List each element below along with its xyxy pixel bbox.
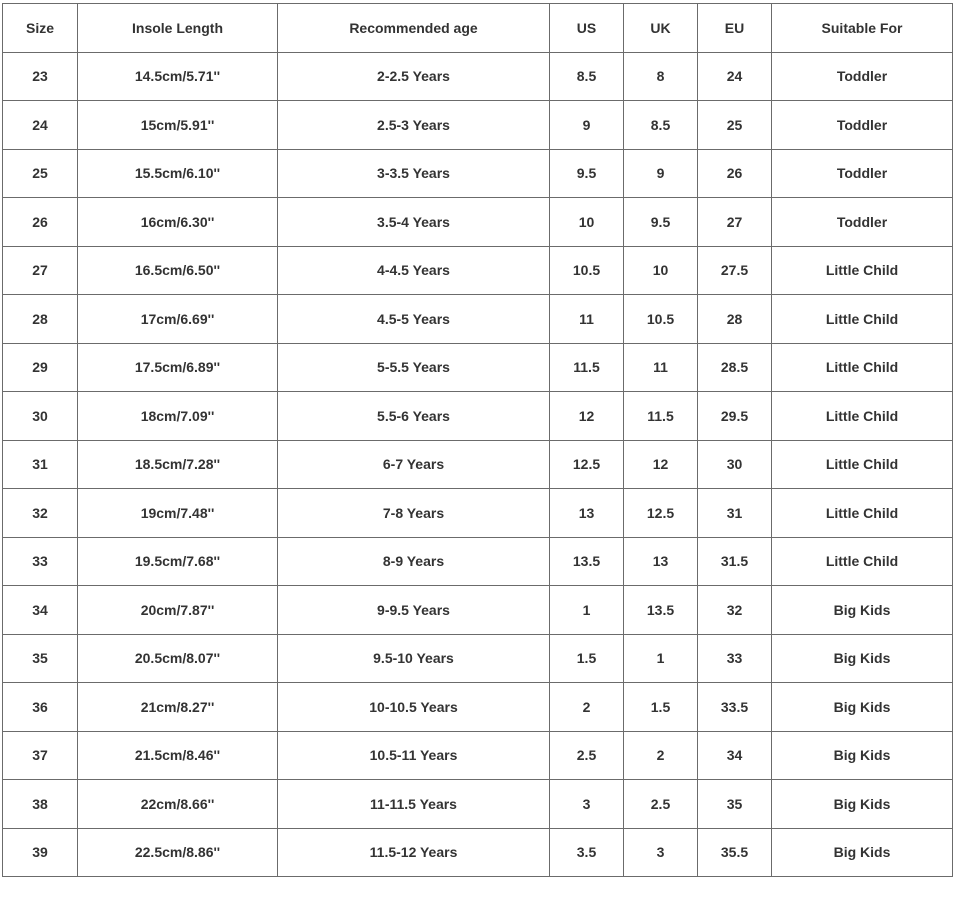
cell-uk: 8.5 [624,101,698,150]
cell-uk: 10.5 [624,295,698,344]
cell-suitable-for: Little Child [772,295,953,344]
cell-recommended-age: 10-10.5 Years [278,683,550,732]
cell-suitable-for: Toddler [772,52,953,101]
cell-recommended-age: 5.5-6 Years [278,392,550,441]
table-row [3,246,953,295]
table-row [3,343,953,392]
cell-recommended-age: 2-2.5 Years [278,52,550,101]
cell-insole-length: 21cm/8.27'' [78,683,278,732]
cell-suitable-for: Little Child [772,537,953,586]
size-chart-table [2,3,953,877]
cell-uk: 8 [624,52,698,101]
table-body [3,52,953,877]
cell-uk: 2.5 [624,780,698,829]
table-row [3,634,953,683]
table-row [3,52,953,101]
cell-suitable-for: Little Child [772,440,953,489]
cell-insole-length: 17cm/6.69'' [78,295,278,344]
table-row [3,440,953,489]
cell-uk: 2 [624,731,698,780]
cell-suitable-for: Toddler [772,149,953,198]
cell-recommended-age: 10.5-11 Years [278,731,550,780]
table-row [3,149,953,198]
header-recommended-age: Recommended age [278,4,550,53]
cell-insole-length: 20.5cm/8.07'' [78,634,278,683]
cell-size: 31 [3,440,78,489]
table-row [3,731,953,780]
cell-size: 23 [3,52,78,101]
cell-suitable-for: Little Child [772,392,953,441]
cell-insole-length: 14.5cm/5.71'' [78,52,278,101]
cell-eu: 31 [698,489,772,538]
cell-insole-length: 15.5cm/6.10'' [78,149,278,198]
cell-us: 13 [550,489,624,538]
cell-us: 8.5 [550,52,624,101]
cell-size: 35 [3,634,78,683]
cell-eu: 27.5 [698,246,772,295]
cell-size: 36 [3,683,78,732]
cell-suitable-for: Big Kids [772,828,953,877]
cell-size: 39 [3,828,78,877]
cell-uk: 3 [624,828,698,877]
table-row [3,295,953,344]
cell-insole-length: 16.5cm/6.50'' [78,246,278,295]
cell-eu: 28 [698,295,772,344]
table-row [3,586,953,635]
header-size: Size [3,4,78,53]
cell-suitable-for: Toddler [772,198,953,247]
cell-eu: 35.5 [698,828,772,877]
cell-recommended-age: 3-3.5 Years [278,149,550,198]
cell-recommended-age: 7-8 Years [278,489,550,538]
cell-insole-length: 22cm/8.66'' [78,780,278,829]
table-row [3,780,953,829]
cell-insole-length: 15cm/5.91'' [78,101,278,150]
cell-eu: 32 [698,586,772,635]
cell-recommended-age: 9.5-10 Years [278,634,550,683]
cell-recommended-age: 5-5.5 Years [278,343,550,392]
cell-eu: 28.5 [698,343,772,392]
cell-size: 30 [3,392,78,441]
cell-recommended-age: 9-9.5 Years [278,586,550,635]
cell-suitable-for: Toddler [772,101,953,150]
cell-eu: 31.5 [698,537,772,586]
cell-suitable-for: Little Child [772,489,953,538]
header-row [3,4,953,53]
header-suitable-for: Suitable For [772,4,953,53]
cell-us: 2 [550,683,624,732]
cell-suitable-for: Big Kids [772,780,953,829]
cell-uk: 1.5 [624,683,698,732]
cell-suitable-for: Big Kids [772,731,953,780]
cell-uk: 13.5 [624,586,698,635]
header-insole-length: Insole Length [78,4,278,53]
cell-size: 29 [3,343,78,392]
table-row [3,828,953,877]
cell-insole-length: 19.5cm/7.68'' [78,537,278,586]
cell-recommended-age: 11.5-12 Years [278,828,550,877]
cell-eu: 33 [698,634,772,683]
cell-insole-length: 17.5cm/6.89'' [78,343,278,392]
cell-size: 25 [3,149,78,198]
table-header [3,4,953,53]
cell-eu: 34 [698,731,772,780]
cell-uk: 1 [624,634,698,683]
header-us: US [550,4,624,53]
cell-size: 37 [3,731,78,780]
cell-us: 13.5 [550,537,624,586]
cell-eu: 33.5 [698,683,772,732]
cell-eu: 26 [698,149,772,198]
cell-eu: 29.5 [698,392,772,441]
cell-suitable-for: Big Kids [772,586,953,635]
cell-insole-length: 20cm/7.87'' [78,586,278,635]
cell-us: 10 [550,198,624,247]
cell-insole-length: 19cm/7.48'' [78,489,278,538]
cell-uk: 9 [624,149,698,198]
cell-us: 2.5 [550,731,624,780]
table-row [3,537,953,586]
cell-us: 10.5 [550,246,624,295]
cell-insole-length: 18cm/7.09'' [78,392,278,441]
cell-size: 33 [3,537,78,586]
cell-uk: 9.5 [624,198,698,247]
cell-suitable-for: Big Kids [772,683,953,732]
cell-recommended-age: 6-7 Years [278,440,550,489]
cell-size: 24 [3,101,78,150]
cell-suitable-for: Little Child [772,343,953,392]
cell-uk: 12.5 [624,489,698,538]
cell-eu: 25 [698,101,772,150]
cell-us: 12 [550,392,624,441]
cell-suitable-for: Big Kids [772,634,953,683]
cell-us: 3 [550,780,624,829]
cell-recommended-age: 4-4.5 Years [278,246,550,295]
table-row [3,489,953,538]
cell-eu: 24 [698,52,772,101]
cell-size: 34 [3,586,78,635]
cell-uk: 11.5 [624,392,698,441]
table-row [3,392,953,441]
cell-size: 38 [3,780,78,829]
cell-insole-length: 22.5cm/8.86'' [78,828,278,877]
cell-us: 11 [550,295,624,344]
cell-size: 32 [3,489,78,538]
cell-us: 12.5 [550,440,624,489]
cell-suitable-for: Little Child [772,246,953,295]
cell-uk: 10 [624,246,698,295]
cell-recommended-age: 2.5-3 Years [278,101,550,150]
cell-recommended-age: 8-9 Years [278,537,550,586]
cell-eu: 35 [698,780,772,829]
cell-size: 26 [3,198,78,247]
table-row [3,198,953,247]
cell-us: 9.5 [550,149,624,198]
cell-us: 1 [550,586,624,635]
cell-us: 11.5 [550,343,624,392]
header-eu: EU [698,4,772,53]
cell-insole-length: 18.5cm/7.28'' [78,440,278,489]
table-row [3,101,953,150]
table-row [3,683,953,732]
cell-us: 1.5 [550,634,624,683]
cell-insole-length: 16cm/6.30'' [78,198,278,247]
cell-recommended-age: 11-11.5 Years [278,780,550,829]
cell-uk: 11 [624,343,698,392]
cell-size: 27 [3,246,78,295]
header-uk: UK [624,4,698,53]
cell-uk: 13 [624,537,698,586]
cell-size: 28 [3,295,78,344]
cell-eu: 27 [698,198,772,247]
cell-us: 3.5 [550,828,624,877]
cell-recommended-age: 3.5-4 Years [278,198,550,247]
cell-uk: 12 [624,440,698,489]
cell-us: 9 [550,101,624,150]
cell-recommended-age: 4.5-5 Years [278,295,550,344]
cell-eu: 30 [698,440,772,489]
cell-insole-length: 21.5cm/8.46'' [78,731,278,780]
